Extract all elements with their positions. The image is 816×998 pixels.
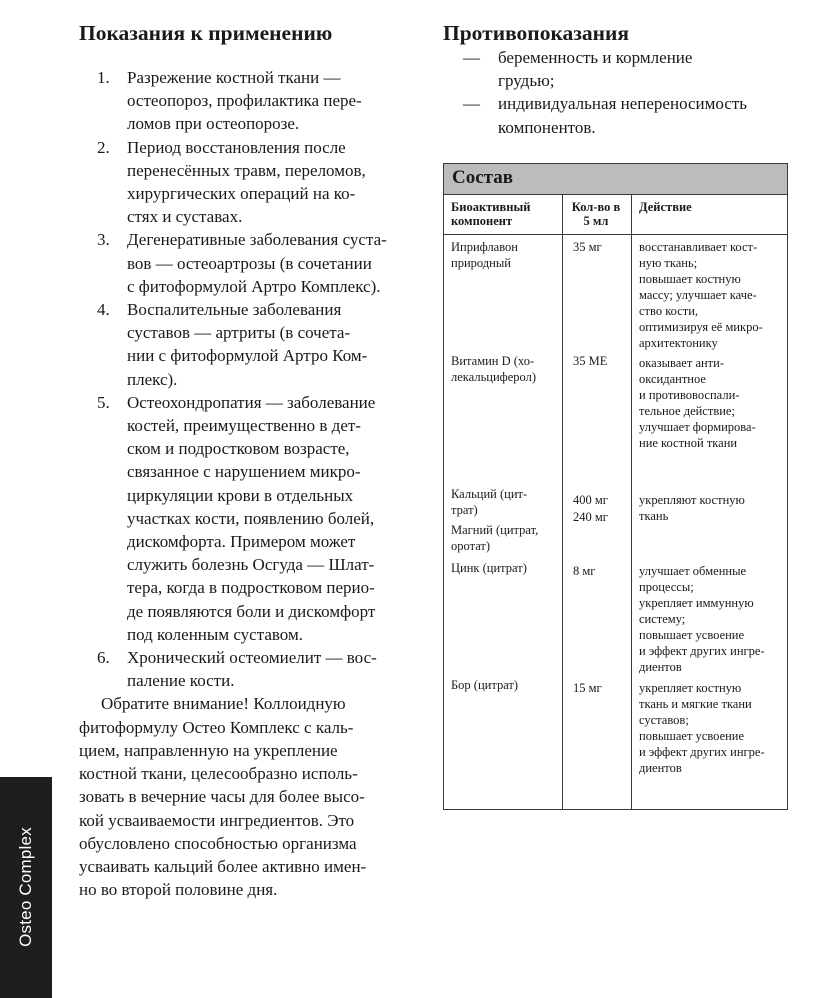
- cell-line: ние костной ткани: [639, 436, 738, 450]
- text-line: хирургических операций на ко-: [127, 184, 356, 204]
- cell-line: Бор (цитрат): [451, 678, 519, 692]
- header-amount: [565, 200, 627, 228]
- text-line: Период восстановления после: [127, 137, 346, 157]
- cell-line: улучшает обменные: [639, 564, 747, 578]
- component-action: [639, 492, 785, 524]
- text-line: дискомфорта. Примером может: [127, 532, 356, 552]
- cell-line: повышает костную: [639, 272, 741, 286]
- text-line: костной ткани, целесообразно исполь-: [79, 764, 358, 784]
- composition-header: [444, 164, 787, 195]
- cell-line: диентов: [639, 660, 682, 674]
- composition-title: Состав: [452, 167, 513, 188]
- text-line: усваивать кальций более активно имен-: [79, 856, 367, 876]
- text-line: Остеохондропатия — заболевание: [127, 392, 376, 412]
- text-line: обусловлено способностью организма: [79, 833, 357, 853]
- text-line: циркуляции крови в отдельных: [127, 485, 354, 505]
- text-line: но во второй половине дня.: [79, 880, 278, 900]
- text-line: тера, когда в подростковом перио-: [127, 578, 375, 598]
- cell-line: Цинк (цитрат): [451, 561, 527, 575]
- cell-line: Действие: [639, 200, 692, 214]
- contraindications-heading: Противопоказания: [443, 21, 630, 45]
- cell-line: Витамин D (хо-: [451, 354, 535, 368]
- cell-line: оксидантное: [639, 372, 706, 386]
- text-line: под коленным суставом.: [127, 624, 303, 644]
- cell-line: 240 мг: [573, 510, 608, 524]
- text-line: Разрежение костной ткани —: [127, 68, 341, 87]
- cell-line: и эффект других ингре-: [639, 644, 765, 658]
- cell-line: ткань: [639, 509, 669, 523]
- cell-line: Кальций (цит-: [451, 487, 528, 501]
- header-action: [639, 200, 783, 214]
- cell-line: восстанавливает кост-: [639, 240, 758, 254]
- cell-line: 35 МЕ: [573, 354, 608, 368]
- cell-line: и эффект других ингре-: [639, 745, 765, 759]
- component-action: [639, 563, 785, 675]
- component-name: [451, 560, 561, 576]
- component-name: [451, 353, 561, 385]
- indication-item: [79, 136, 419, 229]
- cell-line: суставов;: [639, 713, 689, 727]
- cell-line: массу; улучшает каче-: [639, 288, 757, 302]
- item-number: 1.: [97, 68, 110, 87]
- component-amount: [573, 353, 629, 369]
- cell-line: Кол-во в: [571, 200, 621, 214]
- cell-line: укрепляют костную: [639, 493, 745, 507]
- component-amount: [573, 239, 629, 255]
- cell-line: тельное действие;: [639, 404, 735, 418]
- component-name: [451, 486, 561, 518]
- component-name: [451, 239, 561, 271]
- indication-item: [79, 391, 419, 646]
- text-line: грудью;: [498, 71, 555, 91]
- cell-line: 5 мл: [583, 214, 609, 228]
- cell-line: повышает усвоение: [639, 628, 745, 642]
- item-number: 6.: [97, 648, 110, 668]
- item-number: 2.: [97, 137, 110, 157]
- component-amount: [573, 492, 629, 508]
- cell-line: и противовоспали-: [639, 388, 740, 402]
- dash-bullet: —: [463, 94, 480, 114]
- side-tab: [0, 777, 52, 998]
- cell-line: Магний (цитрат,: [451, 523, 539, 537]
- cell-line: Биоактивный: [451, 200, 531, 214]
- cell-line: улучшает формирова-: [639, 420, 756, 434]
- indications-list: [79, 66, 419, 692]
- cell-line: процессы;: [639, 580, 694, 594]
- cell-line: систему;: [639, 612, 686, 626]
- cell-line: природный: [451, 256, 511, 270]
- text-line: нии с фитоформулой Артро Ком-: [127, 346, 368, 366]
- component-action: [639, 355, 785, 451]
- component-name: [451, 677, 561, 693]
- component-action: [639, 680, 785, 776]
- cell-line: ткань и мягкие ткани: [639, 697, 752, 711]
- text-line: индивидуальная непереносимость: [498, 94, 748, 114]
- text-line: фитоформулу Остео Комплекс с каль-: [79, 717, 354, 737]
- component-name: [451, 522, 561, 554]
- text-line: кой усваиваемости ингредиентов. Это: [79, 810, 355, 830]
- text-line: перенесённых травм, переломов,: [127, 160, 366, 180]
- contraindications-list: [443, 46, 788, 139]
- text-line: ломов при остеопорозе.: [127, 114, 300, 134]
- indications-column: [79, 20, 419, 901]
- text-line: паление кости.: [127, 671, 235, 691]
- text-line: суставов — артриты (в сочета-: [127, 323, 351, 343]
- indication-item: [79, 646, 419, 692]
- dash-bullet: —: [463, 48, 480, 67]
- item-number: 4.: [97, 300, 110, 320]
- component-amount: [573, 680, 629, 696]
- text-line: де появляются боли и дискомфорт: [127, 601, 376, 621]
- cell-line: 35 мг: [573, 240, 602, 254]
- text-line: зовать в вечерние часы для более высо-: [79, 787, 365, 807]
- text-line: компонентов.: [498, 117, 596, 137]
- cell-line: повышает усвоение: [639, 729, 745, 743]
- text-line: беременность и кормление: [498, 48, 693, 67]
- cell-line: 400 мг: [573, 493, 608, 507]
- text-line: Обратите внимание! Коллоидную: [101, 694, 346, 714]
- cell-line: оказывает анти-: [639, 356, 724, 370]
- indication-item: [79, 298, 419, 391]
- contraindication-item: [443, 92, 788, 138]
- contraindication-item: [443, 46, 788, 92]
- item-number: 5.: [97, 392, 110, 412]
- text-line: костей, преимущественно в дет-: [127, 416, 361, 436]
- text-line: стях и суставах.: [127, 207, 243, 227]
- text-line: вов — остеоартрозы (в сочетании: [127, 253, 372, 273]
- item-number: 3.: [97, 230, 110, 250]
- cell-line: 15 мг: [573, 681, 602, 695]
- cell-line: компонент: [451, 214, 513, 228]
- cell-line: лекальциферол): [451, 370, 537, 384]
- cell-line: оротат): [451, 539, 491, 553]
- component-amount: [573, 563, 629, 579]
- column-divider: [562, 195, 563, 809]
- component-action: [639, 239, 785, 351]
- text-line: с фитоформулой Артро Комплекс).: [127, 276, 381, 296]
- text-line: ском и подростковом возрасте,: [127, 439, 350, 459]
- side-tab-label: Osteo Complex: [16, 827, 35, 947]
- indication-item: [79, 66, 419, 136]
- cell-line: укрепляет иммунную: [639, 596, 754, 610]
- cell-line: оптимизируя её микро-: [639, 320, 763, 334]
- text-line: Хронический остеомиелит — вос-: [127, 648, 377, 668]
- cell-line: ную ткань;: [639, 256, 698, 270]
- text-line: цием, направленную на укрепление: [79, 740, 338, 760]
- cell-line: Иприфлавон: [451, 240, 518, 254]
- cell-line: 8 мг: [573, 564, 596, 578]
- text-line: остеопороз, профилактика пере-: [127, 91, 362, 111]
- text-line: участках кости, появлению болей,: [127, 508, 375, 528]
- cell-line: диентов: [639, 761, 682, 775]
- header-divider: [444, 234, 787, 235]
- cell-line: трат): [451, 503, 478, 517]
- indications-heading: Показания к применению: [79, 21, 333, 45]
- cell-line: ство кости,: [639, 304, 699, 318]
- cell-line: архитектонику: [639, 336, 718, 350]
- text-line: служить болезнь Осгуда — Шлат-: [127, 555, 375, 575]
- indication-item: [79, 228, 419, 298]
- cell-line: укрепляет костную: [639, 681, 742, 695]
- text-line: Воспалительные заболевания: [127, 300, 342, 320]
- text-line: Дегенеративные заболевания суста-: [127, 230, 387, 250]
- component-amount: [573, 509, 629, 525]
- text-line: связанное с нарушением микро-: [127, 462, 361, 482]
- header-component: [451, 200, 559, 228]
- attention-note: [79, 692, 419, 901]
- composition-table: [443, 163, 788, 810]
- text-line: плекс).: [127, 369, 178, 389]
- contraindications-column: [443, 20, 788, 139]
- column-divider: [631, 195, 632, 809]
